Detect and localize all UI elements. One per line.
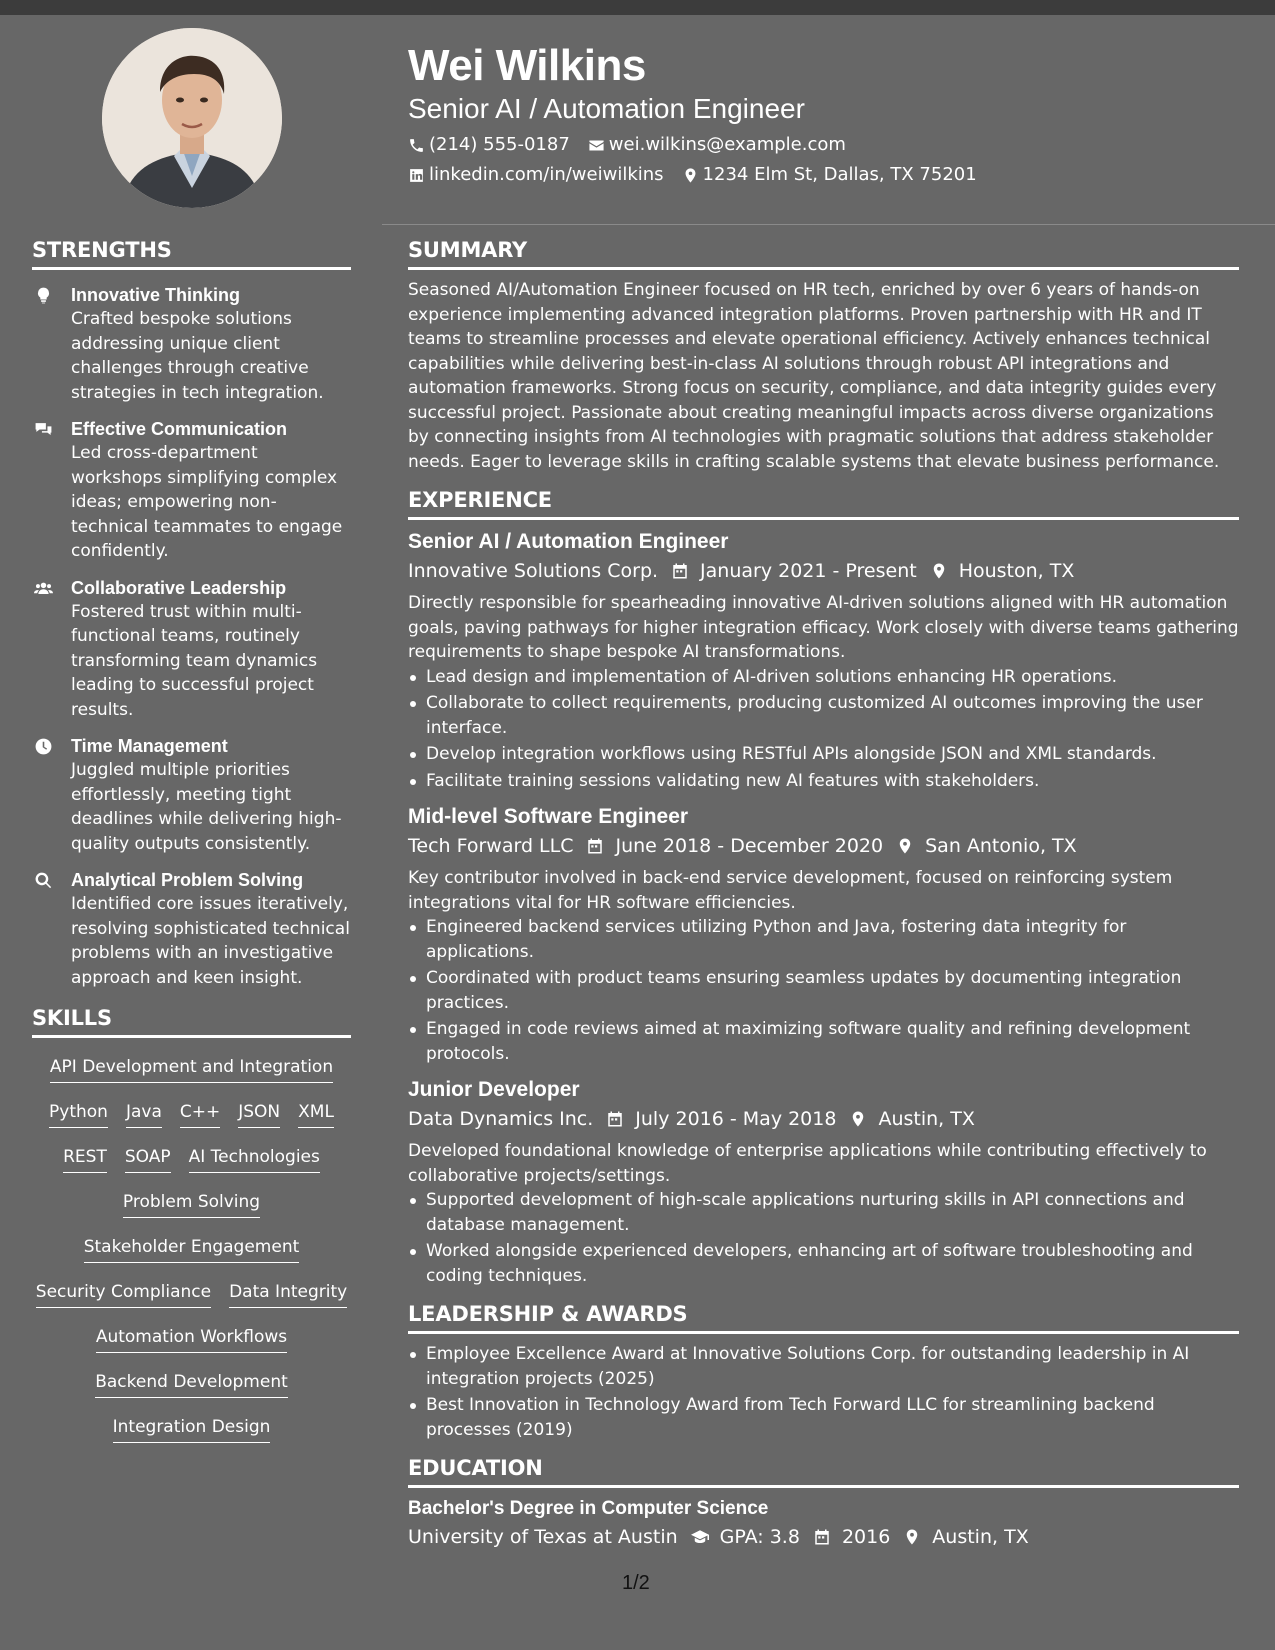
- job-bullet: Collaborate to collect requirements, producing customized AI outcomes improving the user interface.: [408, 691, 1239, 740]
- skill-tag: Automation Workflows: [96, 1325, 287, 1353]
- job-bullet: Develop integration workflows using RESTful APIs alongside JSON and XML standards.: [408, 742, 1239, 767]
- phone-contact[interactable]: [408, 134, 570, 156]
- strength-item: [32, 283, 351, 405]
- job-description: Key contributor involved in back-end service development, focused on reinforcing system integrations vital for HR software efficiencies.: [408, 868, 1173, 913]
- strength-desc: Juggled multiple priorities effortlessly, meeting tight deadlines while delivering high-quality outputs consistently.: [71, 760, 342, 854]
- strength-title: Time Management: [71, 736, 228, 756]
- strength-item: [32, 868, 351, 990]
- top-bar: [0, 0, 1275, 15]
- map-marker-icon: [682, 167, 699, 184]
- school-name: University of Texas at Austin: [408, 1526, 678, 1548]
- skill-tag: SOAP: [125, 1145, 171, 1173]
- strength-title: Effective Communication: [71, 419, 288, 439]
- job-bullet: Worked alongside experienced developers, enhancing art of software troubleshooting and coding techniques.: [408, 1239, 1239, 1288]
- job-bullet: Facilitate training sessions validating new AI features with stakeholders.: [408, 769, 1239, 794]
- calendar-icon: [671, 562, 689, 580]
- skills-list: [32, 1051, 351, 1460]
- strength-item: [32, 417, 351, 564]
- job-location: Austin, TX: [878, 1108, 975, 1130]
- summary-text: Seasoned AI/Automation Engineer focused on HR tech, enriched by over 6 years of hands-on experience implementing advanced integration platforms. Proven partnership with HR and IT teams to streamline processes and elevate operational efficiency. Actively enhances technical capabilities while delivering best-in-class AI solutions through robust API integrations and automation frameworks. Strong focus on security, compliance, and data integrity guides every successful project. Passionate about creating meaningful impacts across diverse organizations by connecting insights from AI technologies with pragmatic solutions that address stakeholder needs. Eager to leverage skills in crafting scalable systems that elevate business performance.: [408, 280, 1220, 472]
- header-divider: [382, 224, 1275, 225]
- skill-tag: Backend Development: [95, 1370, 288, 1398]
- linkedin-contact[interactable]: [408, 164, 664, 186]
- calendar-icon: [813, 1528, 831, 1546]
- map-marker-icon: [930, 562, 948, 580]
- address-contact: [682, 164, 977, 186]
- skill-tag: Java: [126, 1100, 162, 1128]
- clock-icon: [34, 737, 53, 756]
- phone-icon: [408, 137, 425, 154]
- job-title: Mid-level Software Engineer: [408, 805, 689, 828]
- skill-tag: Security Compliance: [36, 1280, 211, 1308]
- skills-heading: SKILLS: [32, 1006, 351, 1038]
- strengths-heading: STRENGTHS: [32, 238, 351, 270]
- skill-tag: API Development and Integration: [50, 1055, 333, 1083]
- strength-item: [32, 576, 351, 723]
- job-bullet: Supported development of high-scale applications nurturing skills in API connections and database management.: [408, 1188, 1239, 1237]
- job-location: Houston, TX: [958, 560, 1075, 582]
- job-title: Junior Developer: [408, 1078, 580, 1101]
- search-icon: [34, 871, 53, 890]
- skill-tag: Stakeholder Engagement: [84, 1235, 300, 1263]
- strength-desc: Identified core issues iteratively, resolving sophisticated technical problems with an investigative approach and keen insight.: [71, 894, 350, 988]
- email-text: wei.wilkins@example.com: [608, 134, 846, 155]
- candidate-name: Wei Wilkins: [408, 41, 646, 90]
- job-bullet: Engaged in code reviews aimed at maximizing software quality and refining development protocols.: [408, 1017, 1239, 1066]
- skill-tag: REST: [63, 1145, 107, 1173]
- envelope-icon: [588, 137, 605, 154]
- profile-photo: [102, 28, 282, 208]
- education-heading: EDUCATION: [408, 1456, 1239, 1488]
- awards-section: [408, 1302, 1239, 1442]
- map-marker-icon: [903, 1528, 921, 1546]
- experience-section: [408, 488, 1239, 1288]
- job-company: Tech Forward LLC: [408, 835, 574, 857]
- graduation-cap-icon: [691, 1528, 709, 1546]
- strength-desc: Led cross-department workshops simplifying complex ideas; empowering non-technical teammates to engage confidently.: [71, 443, 343, 561]
- main-column: [408, 238, 1239, 1566]
- linkedin-text: linkedin.com/in/weiwilkins: [429, 164, 664, 185]
- strength-item: [32, 734, 351, 856]
- awards-heading: LEADERSHIP & AWARDS: [408, 1302, 1239, 1334]
- job-company: Data Dynamics Inc.: [408, 1108, 594, 1130]
- email-contact[interactable]: [588, 134, 846, 156]
- job-entry: [408, 1076, 1239, 1288]
- job-description: Directly responsible for spearheading innovative AI-driven solutions aligned with HR automation goals, paving pathways for higher integration efficacy. Work closely with diverse teams gathering requirements to shape bespoke AI transformations.: [408, 593, 1239, 662]
- job-company: Innovative Solutions Corp.: [408, 560, 659, 582]
- skill-tag: Python: [49, 1100, 108, 1128]
- skill-tag: XML: [298, 1100, 334, 1128]
- skill-tag: Problem Solving: [123, 1190, 260, 1218]
- strength-title: Innovative Thinking: [71, 285, 241, 305]
- job-bullet: Lead design and implementation of AI-driven solutions enhancing HR operations.: [408, 665, 1239, 690]
- map-marker-icon: [896, 837, 914, 855]
- degree-title: Bachelor's Degree in Computer Science: [408, 1498, 769, 1519]
- award-item: Best Innovation in Technology Award from Tech Forward LLC for streamlining backend processes (2019): [408, 1393, 1239, 1442]
- resume-header: [408, 40, 1238, 186]
- education-section: [408, 1456, 1239, 1552]
- lightbulb-icon: [34, 286, 53, 305]
- users-icon: [34, 579, 53, 598]
- summary-section: [408, 238, 1239, 474]
- graduation-year: 2016: [841, 1526, 891, 1548]
- award-item: Employee Excellence Award at Innovative Solutions Corp. for outstanding leadership in AI integration projects (2025): [408, 1342, 1239, 1391]
- job-bullet: Coordinated with product teams ensuring seamless updates by documenting integration practices.: [408, 966, 1239, 1015]
- job-location: San Antonio, TX: [925, 835, 1077, 857]
- comments-icon: [34, 420, 53, 439]
- candidate-title: Senior AI / Automation Engineer: [408, 93, 805, 124]
- skill-tag: Data Integrity: [229, 1280, 347, 1308]
- job-dates: June 2018 - December 2020: [615, 835, 884, 857]
- gpa: GPA: 3.8: [719, 1526, 800, 1548]
- skill-tag: Integration Design: [113, 1415, 271, 1443]
- job-description: Developed foundational knowledge of enterprise applications while contributing effectively to collaborative projects/settings.: [408, 1141, 1207, 1186]
- address-text: 1234 Elm St, Dallas, TX 75201: [702, 164, 977, 185]
- strength-desc: Fostered trust within multi-functional teams, routinely transforming team dynamics leading to successful project results.: [71, 601, 318, 720]
- calendar-icon: [606, 1110, 624, 1128]
- job-entry: [408, 528, 1239, 793]
- job-title: Senior AI / Automation Engineer: [408, 530, 729, 553]
- calendar-icon: [586, 837, 604, 855]
- sidebar: [32, 238, 351, 1460]
- school-location: Austin, TX: [932, 1526, 1029, 1548]
- skill-tag: AI Technologies: [189, 1145, 320, 1173]
- page-number: 1/2: [622, 1572, 650, 1594]
- strength-title: Analytical Problem Solving: [71, 870, 304, 890]
- skill-tag: JSON: [238, 1100, 280, 1128]
- strength-desc: Crafted bespoke solutions addressing unique client challenges through creative strategies in tech integration.: [71, 309, 324, 403]
- skill-tag: C++: [180, 1100, 220, 1128]
- job-entry: [408, 803, 1239, 1066]
- phone-text: (214) 555-0187: [429, 134, 570, 155]
- strength-title: Collaborative Leadership: [71, 577, 287, 598]
- map-marker-icon: [849, 1110, 867, 1128]
- job-dates: January 2021 - Present: [700, 560, 917, 582]
- experience-heading: EXPERIENCE: [408, 488, 1239, 520]
- linkedin-icon: [408, 167, 425, 184]
- summary-heading: SUMMARY: [408, 238, 1239, 270]
- job-bullet: Engineered backend services utilizing Python and Java, fostering data integrity for applications.: [408, 915, 1239, 964]
- job-dates: July 2016 - May 2018: [635, 1108, 837, 1130]
